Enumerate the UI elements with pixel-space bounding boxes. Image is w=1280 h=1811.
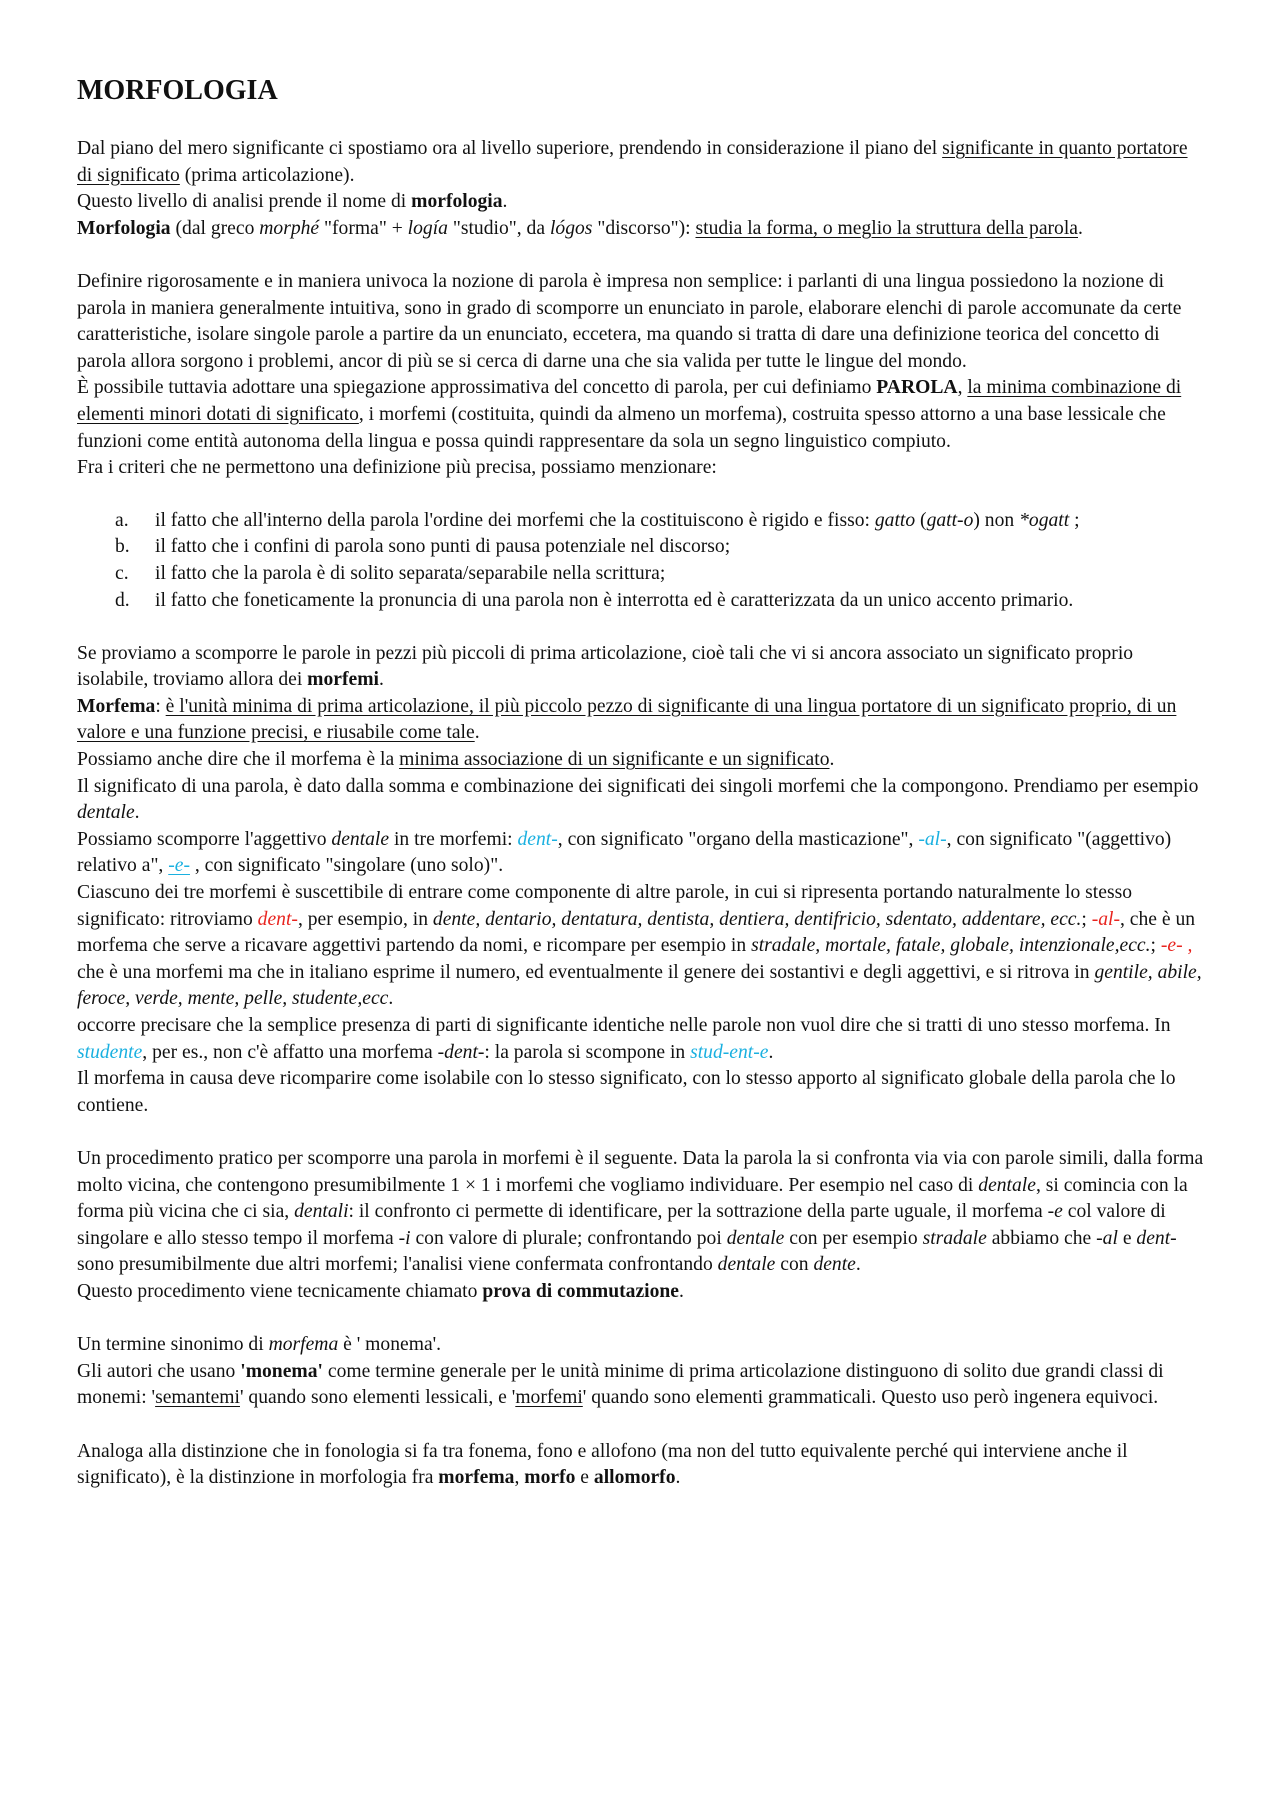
isolable-morpheme-paragraph: Il morfema in causa deve ricomparire come isolabile con lo stesso significato, con lo stesso apporto al significato globale della parola che lo contiene. (77, 1068, 1176, 1116)
document-page (77, 74, 1207, 1492)
list-item: d. il fatto che foneticamente la pronuncia di una parola non è interrotta ed è caratterizzata da un unico accento primario. (115, 589, 1074, 611)
criteria-intro: Fra i criteri che ne permettono una definizione più precisa, possiamo menzionare: (77, 457, 717, 479)
list-item: c. il fatto che la parola è di solito separata/separabile nella scrittura; (115, 562, 666, 584)
allomorph-paragraph: Analoga alla distinzione che in fonologia si fa tra fonema, fono e allofono (ma non del tutto equivalente perché qui interviene anche il significato), è la distinzione in morfologia fra morfema, morfo e allomorfo. (77, 1440, 1128, 1489)
morfema-association: Possiamo anche dire che il morfema è la minima associazione di un significante e un significato. (77, 749, 835, 771)
morpheme-reuse-paragraph: Ciascuno dei tre morfemi è suscettibile di entrare come componente di altre parole, in cui si ripresenta portando naturalmente lo stesso significato: ritroviamo dent-, per esempio, in dente, dentario, dentatura, dentista, dentiera, dentifricio, sdentato, addentare, ecc.; -al-, che è un morfema che serve a ricavare aggettivi partendo da nomi, e ricompare per esempio in stradale, mortale, fatale, globale, intenzionale,ecc.; -e- , che è una morfemi ma che in italiano esprime il numero, ed eventualmente il genere dei sostantivi e degli aggettivi, e si ritrova in gentile, abile, feroce, verde, mente, pelle, studente,ecc. (77, 882, 1202, 1010)
analysis-level-paragraph: Questo livello di analisi prende il nome di morfologia. (77, 191, 508, 213)
procedure-paragraph: Un procedimento pratico per scomporre una parola in morfemi è il seguente. Data la parola la si confronta via via con parole simili, dalla forma molto vicina, che contengono presumibilmente 1 × 1 i morfemi che vogliamo individuare. Per esempio nel caso di dentale, si comincia con la forma più vicina che ci sia, dentali: il confronto ci permette di identificare, per la sottrazione della parte uguale, il morfema -e col valore di singolare e allo stesso tempo il morfema -i con valore di plurale; confrontando poi dentale con per esempio stradale abbiamo che -al e dent- sono presumibilmente due altri morfemi; l'analisi viene confermata confrontando dentale con dente. (77, 1147, 1204, 1276)
morfologia-definition: Morfologia (dal greco morphé "forma" + logía "studio", da lógos "discorso"): studia la forma, o meglio la struttura della parola. (77, 217, 1083, 239)
list-item: b. il fatto che i confini di parola sono punti di pausa potenziale nel discorso; (115, 536, 731, 558)
commutation-test: Questo procedimento viene tecnicamente chiamato prova di commutazione. (77, 1280, 684, 1302)
parola-definition: È possibile tuttavia adottare una spiegazione approssimativa del concetto di parola, per cui definiamo PAROLA, la minima combinazione di elementi minori dotati di significato, i morfemi (costituita, quindi da almeno un morfema), costruita spesso attorno a una base lessicale che funzioni come entità autonoma della lingua e possa quindi rappresentare da sola un segno linguistico compiuto. (77, 377, 1182, 452)
word-meaning-paragraph: Il significato di una parola, è dato dalla somma e combinazione dei significati dei singoli morfemi che la compongono. Prendiamo per esempio dentale. (77, 775, 1199, 824)
page-title: MORFOLOGIA (77, 75, 278, 106)
morphemes-intro: Se proviamo a scomporre le parole in pezzi più piccoli di prima articolazione, cioè tali che vi si ancora associato un significato proprio isolabile, troviamo allora dei morfemi. (77, 642, 1134, 691)
monema-paragraph: Gli autori che usano 'monema' come termine generale per le unità minime di prima articolazione distinguono di solito due grandi classi di monemi: 'semantemi' quando sono elementi lessicali, e 'morfemi' quando sono elementi grammaticali. Questo uso però ingenera equivoci. (77, 1360, 1164, 1409)
monema-synonym: Un termine sinonimo di morfema è ' monema'. (77, 1334, 442, 1356)
studente-note: occorre precisare che la semplice presenza di parti di significante identiche nelle parole non vuol dire che si tratti di uno stesso morfema. In studente, per es., non c'è affatto una morfema -dent-: la parola si scompone in stud-ent-e. (77, 1015, 1171, 1063)
morfema-definition: Morfema: è l'unità minima di prima articolazione, il più piccolo pezzo di significante di una lingua portatore di un significato proprio, di un valore e una funzione precisi, e riusabile come tale. (77, 695, 1177, 744)
intro-paragraph: Dal piano del mero significante ci spostiamo ora al livello superiore, prendendo in considerazione il piano del significante in quanto portatore di significato (prima articolazione). (77, 138, 1188, 186)
criteria-list (77, 508, 1207, 614)
word-notion-paragraph: Definire rigorosamente e in maniera univoca la nozione di parola è impresa non semplice: i parlanti di una lingua possiedono la nozione di parola in maniera generalmente intuitiva, sono in grado di scomporre un enunciato in parole, elaborare elenchi di parole accomunate da certe caratteristiche, isolare singole parole a partire da un enunciato, eccetera, ma quando si tratta di dare una definizione teorica del concetto di parola allora sorgono i problemi, ancor di più se si cerca di darne una che sia valida per tutte le lingue del mondo. (77, 270, 1182, 372)
list-item: a. il fatto che all'interno della parola l'ordine dei morfemi che la costituiscono è rigido e fisso: gatto (gatt-o) non *ogatt ; (115, 509, 1080, 531)
dentale-analysis: Possiamo scomporre l'aggettivo dentale in tre morfemi: dent-, con significato "organo della masticazione", -al-, con significato "(aggettivo) relativo a", -e- , con significato "singolare (uno solo)". (77, 828, 1172, 877)
